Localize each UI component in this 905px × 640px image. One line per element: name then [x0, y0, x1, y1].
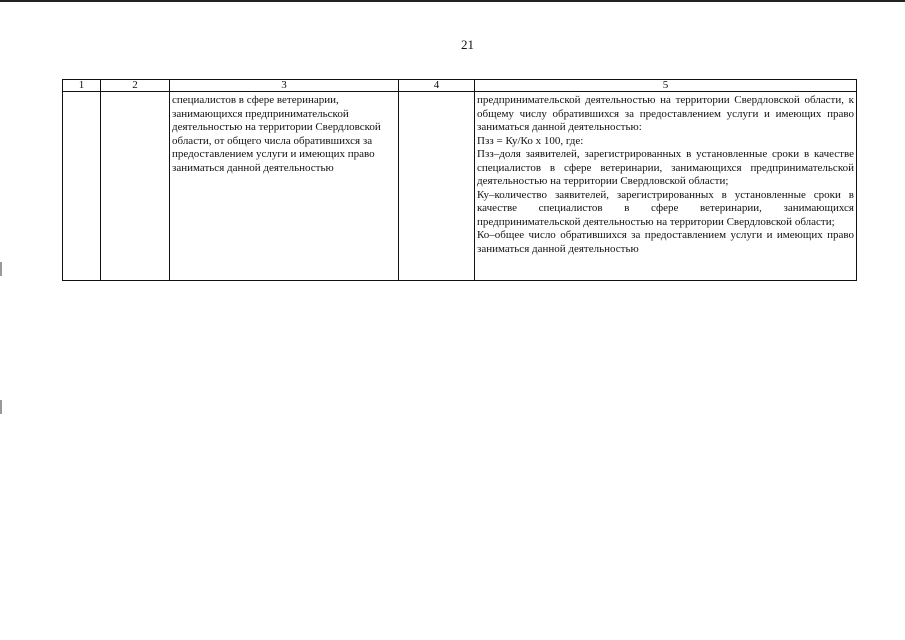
margin-scan-mark	[0, 262, 2, 276]
document-table	[62, 79, 857, 281]
paragraph: Ку–количество заявителей, зарегистрированных в установленные сроки в качестве специалистов в сфере ветеринарии, занимающихся предпринимательской деятельностью на территории Свердловской области;	[477, 188, 854, 228]
text-line: специалистов в сфере ветеринарии,	[172, 94, 339, 106]
table-row	[63, 92, 857, 281]
text-line: предоставлением услуги и имеющих право	[172, 148, 375, 160]
table-header-row	[63, 80, 857, 92]
paragraph: Ко–общее число обратившихся за предоставлением услуги и имеющих право заниматься данной деятельностью	[477, 229, 854, 255]
column-header-2: 2	[101, 80, 170, 92]
text-line: деятельностью на территории Свердловской	[172, 121, 381, 133]
top-scan-edge	[0, 0, 905, 2]
cell-col3	[170, 92, 399, 281]
indicator-name-text	[170, 92, 398, 175]
margin-scan-mark	[0, 400, 2, 414]
text-line: занимающихся предпринимательской	[172, 107, 349, 120]
cell-col1	[63, 92, 101, 281]
cell-col5	[475, 92, 857, 281]
text-line: заниматься данной деятельностью	[172, 161, 334, 174]
paragraph: Пзз–доля заявителей, зарегистрированных в установленные сроки в качестве специалистов в сфере ветеринарии, занимающихся предпринимательской деятельностью на территории Свердловской области;	[477, 148, 854, 187]
page-number: 21	[461, 37, 474, 52]
column-header-3: 3	[170, 80, 399, 92]
cell-col2	[101, 92, 170, 281]
paragraph: предпринимательской деятельностью на территории Свердловской области, к общему числу обратившихся за предоставлением услуги и имеющих право заниматься данной деятельностью:	[477, 94, 854, 133]
formula-paragraph: Пзз = Ку/Ко х 100, где:	[477, 134, 584, 147]
calculation-method-text	[475, 92, 856, 256]
cell-col4	[399, 92, 475, 281]
column-header-1: 1	[63, 80, 101, 92]
text-line: области, от общего числа обратившихся за	[172, 134, 373, 147]
column-header-5: 5	[475, 80, 857, 92]
column-header-4: 4	[399, 80, 475, 92]
